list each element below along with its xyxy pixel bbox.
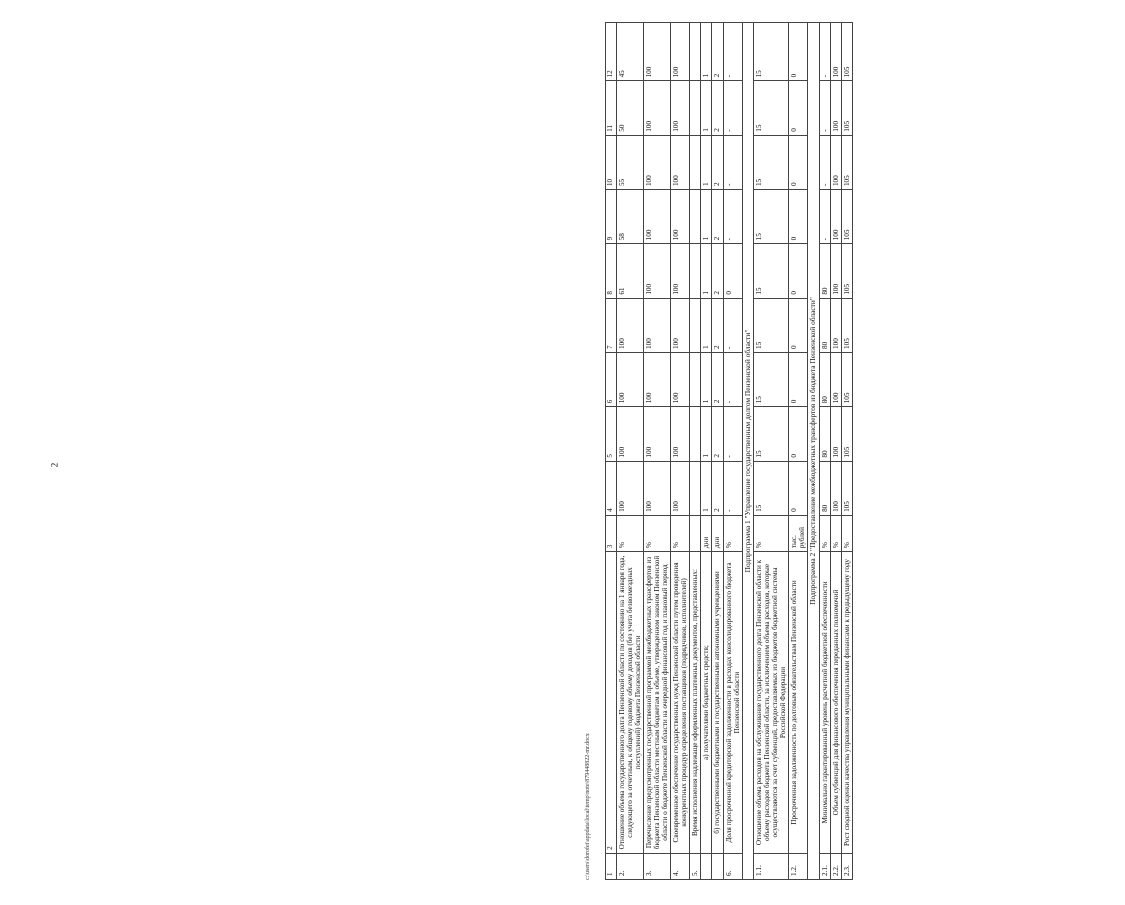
indicator-name: б) государственными бюджетными и государственными автономными учреждениями: [712, 552, 723, 854]
indicator-name: Отношение объема государственного долга Пензенской области по состоянию на 1 января года, следующего за отчетным, к общему годовому объему доходов (без учета безвозмездных поступлений) бюджета Пензенской области: [616, 552, 643, 854]
indicator-name: Доля просроченной кредиторской задолженности в расходах консолидированного бюджета Пензенской области: [723, 552, 742, 854]
value-cell: 0: [789, 81, 808, 135]
table-row: [690, 23, 701, 880]
unit-cell: %: [753, 515, 788, 551]
value-cell: 100: [671, 23, 690, 81]
value-cell: 1: [701, 190, 712, 244]
value-cell: 105: [841, 23, 852, 81]
value-cell: -: [723, 298, 742, 352]
value-cell: [690, 190, 701, 244]
value-cell: 80: [819, 352, 830, 406]
value-cell: 100: [671, 461, 690, 515]
value-cell: 0: [789, 135, 808, 189]
section-title: Подпрограмма 2 "Предоставление межбюджетных трансфертов из бюджета Пензенской области": [808, 23, 819, 880]
value-cell: 15: [753, 298, 788, 352]
value-cell: 80: [819, 298, 830, 352]
value-cell: 100: [616, 461, 643, 515]
value-cell: 100: [616, 298, 643, 352]
value-cell: 0: [789, 298, 808, 352]
value-cell: 100: [616, 352, 643, 406]
table-header-row: [606, 23, 617, 880]
unit-cell: %: [723, 515, 742, 551]
row-number: [712, 853, 723, 879]
value-cell: 100: [644, 407, 671, 461]
value-cell: 0: [789, 190, 808, 244]
value-cell: 15: [753, 352, 788, 406]
header-cell: 7: [606, 298, 617, 352]
value-cell: 100: [671, 190, 690, 244]
value-cell: 100: [644, 23, 671, 81]
table-row: [830, 23, 841, 880]
value-cell: 100: [616, 407, 643, 461]
value-cell: 1: [701, 352, 712, 406]
value-cell: 15: [753, 135, 788, 189]
value-cell: 100: [644, 352, 671, 406]
value-cell: -: [723, 81, 742, 135]
indicator-name: Минимально гарантированный уровень расчетной бюджетной обеспеченности: [819, 552, 830, 854]
value-cell: 0: [789, 352, 808, 406]
value-cell: 100: [830, 135, 841, 189]
value-cell: 100: [830, 81, 841, 135]
header-cell: 12: [606, 23, 617, 81]
value-cell: [690, 244, 701, 298]
section-title: Подпрограмма 1 "Управление государственным долгом Пензенской области": [742, 23, 753, 880]
value-cell: 1: [701, 298, 712, 352]
table-row: [616, 23, 643, 880]
value-cell: 100: [830, 23, 841, 81]
value-cell: 100: [830, 298, 841, 352]
value-cell: 1: [701, 23, 712, 81]
unit-cell: %: [830, 515, 841, 551]
table-row: [712, 23, 723, 880]
value-cell: 100: [644, 81, 671, 135]
unit-cell: дни: [701, 515, 712, 551]
value-cell: 45: [616, 23, 643, 81]
value-cell: -: [819, 81, 830, 135]
section-row: [808, 23, 819, 880]
value-cell: 2: [712, 407, 723, 461]
header-cell: 3: [606, 515, 617, 551]
indicator-name: Время исполнения надлежаще оформленных платежных документов, представленных:: [690, 552, 701, 854]
value-cell: 61: [616, 244, 643, 298]
section-row: [742, 23, 753, 880]
table-row: [701, 23, 712, 880]
value-cell: 100: [644, 190, 671, 244]
value-cell: 50: [616, 81, 643, 135]
value-cell: 1: [701, 461, 712, 515]
value-cell: [690, 23, 701, 81]
value-cell: 0: [789, 244, 808, 298]
value-cell: 2: [712, 352, 723, 406]
value-cell: 100: [644, 244, 671, 298]
header-cell: 4: [606, 461, 617, 515]
value-cell: 2: [712, 135, 723, 189]
value-cell: [690, 352, 701, 406]
indicator-name: Своевременное обеспечение государственных нужд Пензенской области путем проведения конкурентных процедур определения поставщиков (подрядчиков, исполнителей): [671, 552, 690, 854]
value-cell: 15: [753, 407, 788, 461]
file-path-footer: c:\users\dorofei\appdata\local\temp\note\879448822-mr.docx: [585, 733, 591, 880]
row-number: 4.: [671, 853, 690, 879]
value-cell: -: [723, 352, 742, 406]
value-cell: -: [723, 190, 742, 244]
value-cell: -: [723, 407, 742, 461]
value-cell: 105: [841, 244, 852, 298]
value-cell: 105: [841, 190, 852, 244]
unit-cell: %: [616, 515, 643, 551]
value-cell: 0: [789, 23, 808, 81]
header-cell: 6: [606, 352, 617, 406]
row-number: 2.1.: [819, 853, 830, 879]
value-cell: 1: [701, 244, 712, 298]
value-cell: 2: [712, 244, 723, 298]
row-number: 2.3.: [841, 853, 852, 879]
value-cell: 2: [712, 461, 723, 515]
value-cell: -: [723, 135, 742, 189]
value-cell: 105: [841, 407, 852, 461]
value-cell: 1: [701, 407, 712, 461]
table-row: [644, 23, 671, 880]
unit-cell: тыс. рублей: [789, 515, 808, 551]
value-cell: 100: [671, 298, 690, 352]
value-cell: 58: [616, 190, 643, 244]
value-cell: 15: [753, 190, 788, 244]
value-cell: 100: [644, 461, 671, 515]
value-cell: 100: [830, 461, 841, 515]
indicator-name: Перечисление предусмотренных государственной программой межбюджетных трансфертов из бюджета Пензенской области местным бюджетам в объеме, утвержденном законом Пензенской области о бюджете Пензенской области на очередной финансовый год и плановый период: [644, 552, 671, 854]
value-cell: 100: [671, 81, 690, 135]
header-cell: 9: [606, 190, 617, 244]
indicator-name: а) получателями бюджетных средств;: [701, 552, 712, 854]
row-number: 1.2.: [789, 853, 808, 879]
value-cell: 1: [701, 81, 712, 135]
value-cell: 15: [753, 81, 788, 135]
unit-cell: %: [671, 515, 690, 551]
table-row: [789, 23, 808, 880]
table-row: [671, 23, 690, 880]
unit-cell: %: [819, 515, 830, 551]
unit-cell: дни: [712, 515, 723, 551]
value-cell: -: [723, 23, 742, 81]
value-cell: 2: [712, 23, 723, 81]
value-cell: 0: [789, 461, 808, 515]
rotated-table-container: [605, 22, 1125, 880]
row-number: 2.: [616, 853, 643, 879]
unit-cell: %: [841, 515, 852, 551]
value-cell: [690, 461, 701, 515]
indicators-table: [605, 22, 853, 880]
row-number: 1.1.: [753, 853, 788, 879]
row-number: 5.: [690, 853, 701, 879]
value-cell: 15: [753, 244, 788, 298]
value-cell: 2: [712, 81, 723, 135]
value-cell: 80: [819, 407, 830, 461]
value-cell: -: [819, 190, 830, 244]
header-cell: 11: [606, 81, 617, 135]
header-cell: 1: [606, 853, 617, 879]
value-cell: [690, 407, 701, 461]
value-cell: 105: [841, 81, 852, 135]
unit-cell: [690, 515, 701, 551]
value-cell: [690, 81, 701, 135]
table-row: [723, 23, 742, 880]
row-number: 2.2.: [830, 853, 841, 879]
value-cell: -: [723, 461, 742, 515]
value-cell: 100: [671, 407, 690, 461]
header-cell: 2: [606, 552, 617, 854]
value-cell: 100: [830, 407, 841, 461]
header-cell: 8: [606, 244, 617, 298]
value-cell: 2: [712, 298, 723, 352]
value-cell: [690, 135, 701, 189]
unit-cell: %: [644, 515, 671, 551]
value-cell: 100: [830, 190, 841, 244]
value-cell: 1: [701, 135, 712, 189]
value-cell: 105: [841, 461, 852, 515]
value-cell: 105: [841, 352, 852, 406]
value-cell: 15: [753, 461, 788, 515]
value-cell: 100: [830, 244, 841, 298]
row-number: 3.: [644, 853, 671, 879]
value-cell: 100: [830, 352, 841, 406]
value-cell: 0: [789, 407, 808, 461]
value-cell: -: [819, 23, 830, 81]
indicator-name: Объем субвенций для финансового обеспечения переданных полномочий: [830, 552, 841, 854]
indicator-name: Просроченная задолженность по долговым обязательствам Пензенской области: [789, 552, 808, 854]
row-number: 6.: [723, 853, 742, 879]
indicator-name: Рост сводной оценки качества управления муниципальными финансами к предыдущему году: [841, 552, 852, 854]
indicator-name: Отношение объема расходов на обслуживание государственного долга Пензенской области к объему расходов бюджета Пензенской области, за исключением объема расходов, которые осуществляются за счет субвенций, предоставляемых из бюджетов бюджетной системы Российской Федерации: [753, 552, 788, 854]
value-cell: 100: [644, 298, 671, 352]
value-cell: 100: [671, 135, 690, 189]
value-cell: 15: [753, 23, 788, 81]
value-cell: 100: [671, 352, 690, 406]
header-cell: 5: [606, 407, 617, 461]
table-row: [841, 23, 852, 880]
table-row: [819, 23, 830, 880]
value-cell: 105: [841, 135, 852, 189]
row-number: [701, 853, 712, 879]
value-cell: 2: [712, 190, 723, 244]
value-cell: 80: [819, 244, 830, 298]
value-cell: -: [819, 135, 830, 189]
value-cell: 105: [841, 298, 852, 352]
table-row: [753, 23, 788, 880]
header-cell: 10: [606, 135, 617, 189]
value-cell: [690, 298, 701, 352]
value-cell: 100: [671, 244, 690, 298]
value-cell: 80: [819, 461, 830, 515]
page-number: 2: [49, 462, 60, 468]
value-cell: 55: [616, 135, 643, 189]
value-cell: 0: [723, 244, 742, 298]
value-cell: 100: [644, 135, 671, 189]
